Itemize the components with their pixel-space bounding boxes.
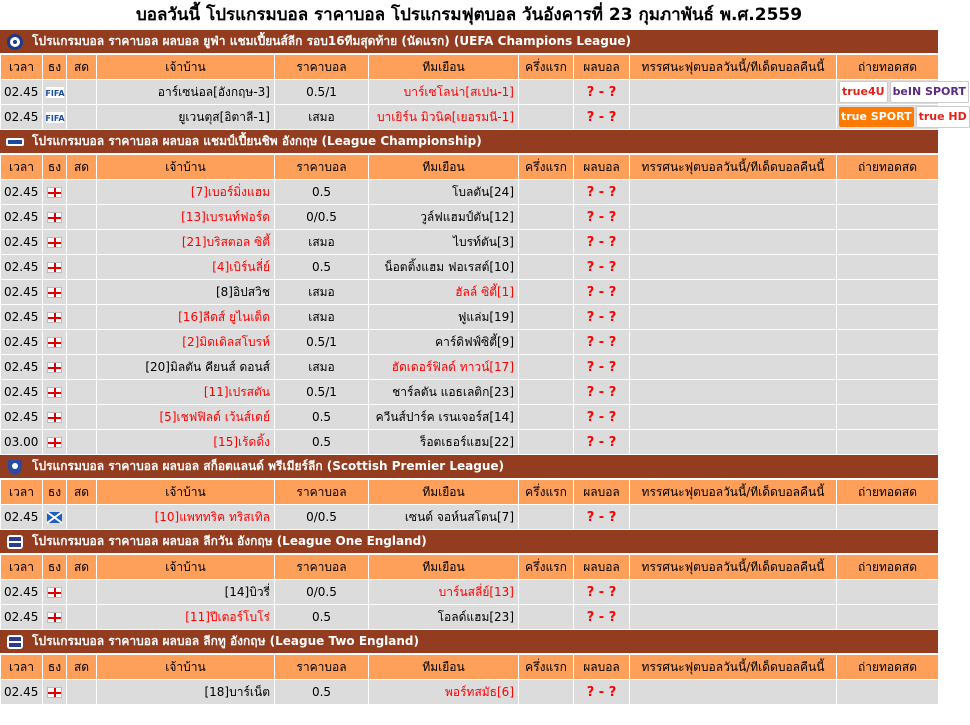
match-half: [519, 305, 574, 330]
column-header-time: เวลา: [1, 155, 43, 180]
flag-icon: [47, 385, 62, 399]
match-row: [1, 230, 939, 255]
match-result: ? - ?: [574, 105, 630, 130]
match-tips[interactable]: [630, 330, 837, 355]
column-header-away: ทีมเยือน: [369, 480, 519, 505]
match-flag: [43, 205, 67, 230]
match-tips[interactable]: [630, 255, 837, 280]
match-time: 02.45: [1, 255, 43, 280]
match-live: [67, 255, 97, 280]
match-half: [519, 380, 574, 405]
tv-channel-logo[interactable]: true SPORT: [839, 107, 914, 127]
match-row: [1, 505, 939, 530]
column-header-odds: ราคาบอล: [275, 155, 369, 180]
league-two-logo-icon: [4, 632, 26, 651]
match-live: [67, 330, 97, 355]
home-team[interactable]: [11]เปรสตัน: [97, 380, 275, 405]
column-header-odds: ราคาบอล: [275, 55, 369, 80]
column-header-away: ทีมเยือน: [369, 55, 519, 80]
match-time: 02.45: [1, 180, 43, 205]
match-time: 02.45: [1, 580, 43, 605]
match-tv: [837, 355, 939, 380]
away-team[interactable]: ฟูแล่ม[19]: [369, 305, 519, 330]
match-row: [1, 105, 939, 130]
match-live: [67, 230, 97, 255]
away-team[interactable]: คาร์ดิฟฟ์ซิตี้[9]: [369, 330, 519, 355]
flag-icon: [47, 285, 62, 299]
match-tv: [837, 280, 939, 305]
away-team[interactable]: น็อตติ้งแฮม ฟอเรสต์[10]: [369, 255, 519, 280]
match-row: [1, 255, 939, 280]
spl-logo-icon: [4, 457, 26, 476]
match-live: [67, 180, 97, 205]
match-half: [519, 105, 574, 130]
column-header-home: เจ้าบ้าน: [97, 555, 275, 580]
league-name: โปรแกรมบอล ราคาบอล ผลบอล ลีกวัน อังกฤษ (League One England): [32, 534, 427, 548]
league-name: โปรแกรมบอล ราคาบอล ผลบอล ลีกทู อังกฤษ (League Two England): [32, 634, 420, 648]
home-team[interactable]: [7]เบอร์มิ่งแฮม: [97, 180, 275, 205]
column-header-result: ผลบอล: [574, 655, 630, 680]
flag-icon: [47, 410, 62, 424]
match-odds: 0/0.5: [275, 505, 369, 530]
home-team[interactable]: [21]บริสตอล ซิตี้: [97, 230, 275, 255]
match-half: [519, 405, 574, 430]
match-row: [1, 280, 939, 305]
match-live: [67, 405, 97, 430]
match-odds: เสมอ: [275, 105, 369, 130]
match-flag: [43, 180, 67, 205]
match-result: ? - ?: [574, 80, 630, 105]
match-tv: [837, 580, 939, 605]
away-team[interactable]: โบลตัน[24]: [369, 180, 519, 205]
match-tips[interactable]: [630, 505, 837, 530]
match-tv: [837, 405, 939, 430]
fixtures-table: [0, 154, 939, 455]
match-flag: [43, 430, 67, 455]
match-flag: [43, 105, 67, 130]
match-row: [1, 680, 939, 705]
home-team[interactable]: [20]มิลตัน คียนส์ ดอนส์: [97, 355, 275, 380]
match-tv: [837, 380, 939, 405]
league-name: โปรแกรมบอล ราคาบอล ผลบอล ยูฟ่า แชมเปี้ยนส์ลีก รอบ16ทีมสุดท้าย (นัดแรก) (UEFA Champions League): [32, 34, 632, 48]
league-one-logo-icon: [4, 532, 26, 551]
match-time: 02.45: [1, 680, 43, 705]
match-live: [67, 305, 97, 330]
column-header-tips: ทรรศนะฟุตบอลวันนี้/ทีเด็ดบอลคืนนี้: [630, 55, 837, 80]
match-odds: 0/0.5: [275, 205, 369, 230]
column-header-odds: ราคาบอล: [275, 655, 369, 680]
flag-icon: [47, 360, 62, 374]
match-tips[interactable]: [630, 80, 837, 105]
match-result: ? - ?: [574, 205, 630, 230]
match-tips[interactable]: [630, 605, 837, 630]
svg-text:FIFA: FIFA: [44, 114, 65, 123]
match-odds: 0.5: [275, 680, 369, 705]
match-time: 02.45: [1, 355, 43, 380]
match-odds: 0.5: [275, 405, 369, 430]
match-result: ? - ?: [574, 330, 630, 355]
column-header-tv: ถ่ายทอดสด: [837, 655, 939, 680]
column-header-result: ผลบอล: [574, 155, 630, 180]
tv-channel-logo[interactable]: beIN SPORT: [890, 81, 969, 103]
match-time: 02.45: [1, 380, 43, 405]
match-flag: [43, 355, 67, 380]
match-tv: [837, 180, 939, 205]
match-flag: [43, 230, 67, 255]
match-time: 02.45: [1, 330, 43, 355]
column-header-half: ครึ่งแรก: [519, 655, 574, 680]
column-header-result: ผลบอล: [574, 480, 630, 505]
column-header-row: [1, 55, 939, 80]
match-flag: [43, 330, 67, 355]
match-odds: เสมอ: [275, 280, 369, 305]
away-team[interactable]: ชาร์ลตัน แอธเลติก[23]: [369, 380, 519, 405]
flag-icon: [47, 335, 62, 349]
column-header-live: สด: [67, 155, 97, 180]
fixtures-table: [0, 479, 939, 530]
home-team[interactable]: [4]เบิร์นลี่ย์: [97, 255, 275, 280]
away-team[interactable]: วูล์ฟแฮมป์ตัน[12]: [369, 205, 519, 230]
away-team[interactable]: ควีนส์ปาร์ค เรนเจอร์ส[14]: [369, 405, 519, 430]
tv-channel-logo[interactable]: true4U: [839, 81, 888, 103]
match-odds: 0.5: [275, 605, 369, 630]
column-header-row: [1, 155, 939, 180]
flag-icon: [47, 510, 62, 524]
match-result: ? - ?: [574, 605, 630, 630]
home-team[interactable]: [13]เบรนท์ฟอร์ด: [97, 205, 275, 230]
column-header-time: เวลา: [1, 480, 43, 505]
match-tv: [837, 430, 939, 455]
column-header-live: สด: [67, 655, 97, 680]
match-half: [519, 205, 574, 230]
match-time: 02.45: [1, 80, 43, 105]
match-odds: 0/0.5: [275, 580, 369, 605]
match-half: [519, 580, 574, 605]
flag-icon: [47, 210, 62, 224]
fixtures-table: [0, 654, 939, 705]
column-header-row: [1, 555, 939, 580]
match-odds: เสมอ: [275, 355, 369, 380]
match-live: [67, 80, 97, 105]
league-header: [0, 530, 938, 554]
match-flag: [43, 80, 67, 105]
flag-icon: [47, 585, 62, 599]
away-team[interactable]: บาร์นสลี่ย์[13]: [369, 580, 519, 605]
column-header-home: เจ้าบ้าน: [97, 55, 275, 80]
flag-icon: [47, 685, 62, 699]
flag-icon: [46, 110, 64, 124]
match-row: [1, 380, 939, 405]
match-tv: [837, 205, 939, 230]
column-header-tv: ถ่ายทอดสด: [837, 55, 939, 80]
away-team[interactable]: โอลด์แฮม[23]: [369, 605, 519, 630]
match-tv: [837, 505, 939, 530]
match-flag: [43, 305, 67, 330]
column-header-row: [1, 480, 939, 505]
match-tips[interactable]: [630, 230, 837, 255]
match-result: ? - ?: [574, 305, 630, 330]
match-odds: 0.5: [275, 430, 369, 455]
match-half: [519, 330, 574, 355]
column-header-away: ทีมเยือน: [369, 555, 519, 580]
match-time: 03.00: [1, 430, 43, 455]
match-time: 02.45: [1, 405, 43, 430]
match-tips[interactable]: [630, 105, 837, 130]
match-time: 02.45: [1, 280, 43, 305]
home-team[interactable]: [8]อิปสวิช: [97, 280, 275, 305]
match-odds: 0.5/1: [275, 80, 369, 105]
match-result: ? - ?: [574, 180, 630, 205]
home-team[interactable]: อาร์เซน่อล[อังกฤษ-3]: [97, 80, 275, 105]
match-flag: [43, 380, 67, 405]
match-result: ? - ?: [574, 255, 630, 280]
column-header-flag: ธง: [43, 555, 67, 580]
column-header-flag: ธง: [43, 55, 67, 80]
away-team[interactable]: ฮัดเดอร์ฟิลด์ ทาวน์[17]: [369, 355, 519, 380]
match-flag: [43, 680, 67, 705]
match-tips[interactable]: [630, 205, 837, 230]
column-header-flag: ธง: [43, 480, 67, 505]
match-time: 02.45: [1, 305, 43, 330]
match-flag: [43, 280, 67, 305]
column-header-flag: ธง: [43, 655, 67, 680]
column-header-odds: ราคาบอล: [275, 555, 369, 580]
match-half: [519, 430, 574, 455]
away-team[interactable]: บาเยิร์น มิวนิค[เยอรมนี-1]: [369, 105, 519, 130]
home-team[interactable]: [18]บาร์เน็ต: [97, 680, 275, 705]
match-tips[interactable]: [630, 180, 837, 205]
flag-icon: [47, 235, 62, 249]
ucl-ball-icon: [4, 32, 26, 51]
match-live: [67, 205, 97, 230]
match-row: [1, 405, 939, 430]
column-header-tv: ถ่ายทอดสด: [837, 555, 939, 580]
match-half: [519, 680, 574, 705]
column-header-live: สด: [67, 55, 97, 80]
league-header: [0, 630, 938, 654]
league-header: [0, 455, 938, 479]
match-half: [519, 355, 574, 380]
column-header-time: เวลา: [1, 555, 43, 580]
match-tips[interactable]: [630, 355, 837, 380]
match-tv: [837, 305, 939, 330]
match-row: [1, 205, 939, 230]
match-time: 02.45: [1, 505, 43, 530]
match-row: [1, 580, 939, 605]
fixtures-container: [0, 30, 967, 705]
match-tv: [837, 605, 939, 630]
flag-icon: [47, 435, 62, 449]
column-header-tv: ถ่ายทอดสด: [837, 480, 939, 505]
match-flag: [43, 405, 67, 430]
column-header-time: เวลา: [1, 655, 43, 680]
match-result: ? - ?: [574, 680, 630, 705]
championship-logo-icon: [4, 132, 26, 151]
column-header-time: เวลา: [1, 55, 43, 80]
match-live: [67, 505, 97, 530]
match-odds: 0.5: [275, 180, 369, 205]
match-live: [67, 105, 97, 130]
flag-icon: [47, 310, 62, 324]
column-header-tips: ทรรศนะฟุตบอลวันนี้/ทีเด็ดบอลคืนนี้: [630, 655, 837, 680]
home-team[interactable]: ยูเวนตุส[อิตาลี-1]: [97, 105, 275, 130]
match-result: ? - ?: [574, 580, 630, 605]
away-team[interactable]: ฮัลล์ ซิตี้[1]: [369, 280, 519, 305]
column-header-home: เจ้าบ้าน: [97, 480, 275, 505]
match-half: [519, 180, 574, 205]
column-header-result: ผลบอล: [574, 55, 630, 80]
home-team[interactable]: [14]บิวรี่: [97, 580, 275, 605]
flag-icon: [47, 260, 62, 274]
svg-text:FIFA: FIFA: [44, 89, 65, 98]
match-half: [519, 255, 574, 280]
away-team[interactable]: ไบรท์ตัน[3]: [369, 230, 519, 255]
column-header-live: สด: [67, 555, 97, 580]
match-time: 02.45: [1, 105, 43, 130]
match-odds: 0.5/1: [275, 380, 369, 405]
match-live: [67, 605, 97, 630]
fixtures-table: [0, 554, 939, 630]
match-flag: [43, 580, 67, 605]
league-name: โปรแกรมบอล ราคาบอล ผลบอล แชมป์เปี้ยนชิพ อังกฤษ (League Championship): [32, 134, 482, 148]
match-row: [1, 330, 939, 355]
flag-icon: [47, 610, 62, 624]
home-team[interactable]: [15]เร้ดดิ้ง: [97, 430, 275, 455]
match-result: ? - ?: [574, 230, 630, 255]
match-tips[interactable]: [630, 380, 837, 405]
home-team[interactable]: [16]ลีดส์ ยูไนเต็ด: [97, 305, 275, 330]
match-half: [519, 80, 574, 105]
match-half: [519, 280, 574, 305]
column-header-odds: ราคาบอล: [275, 480, 369, 505]
match-odds: 0.5/1: [275, 330, 369, 355]
match-tips[interactable]: [630, 680, 837, 705]
match-odds: เสมอ: [275, 305, 369, 330]
home-team[interactable]: [11]ปีเตอร์โบโร่: [97, 605, 275, 630]
match-live: [67, 380, 97, 405]
match-time: 02.45: [1, 205, 43, 230]
match-half: [519, 505, 574, 530]
match-time: 02.45: [1, 230, 43, 255]
column-header-half: ครึ่งแรก: [519, 155, 574, 180]
column-header-row: [1, 655, 939, 680]
flag-icon: [46, 85, 64, 99]
match-row: [1, 355, 939, 380]
match-flag: [43, 505, 67, 530]
column-header-away: ทีมเยือน: [369, 655, 519, 680]
column-header-half: ครึ่งแรก: [519, 55, 574, 80]
match-flag: [43, 255, 67, 280]
match-odds: เสมอ: [275, 230, 369, 255]
match-live: [67, 430, 97, 455]
fixtures-table: [0, 54, 967, 130]
match-half: [519, 230, 574, 255]
column-header-away: ทีมเยือน: [369, 155, 519, 180]
match-time: 02.45: [1, 605, 43, 630]
home-team[interactable]: [2]มิดเดิลสโบรห์: [97, 330, 275, 355]
away-team[interactable]: ร็อตเธอร์แฮม[22]: [369, 430, 519, 455]
match-row: [1, 605, 939, 630]
match-tv: [837, 680, 939, 705]
match-half: [519, 605, 574, 630]
match-tv: [837, 80, 966, 105]
match-row: [1, 180, 939, 205]
match-row: [1, 80, 939, 105]
column-header-live: สด: [67, 480, 97, 505]
column-header-tips: ทรรศนะฟุตบอลวันนี้/ทีเด็ดบอลคืนนี้: [630, 555, 837, 580]
column-header-home: เจ้าบ้าน: [97, 655, 275, 680]
match-tips[interactable]: [630, 280, 837, 305]
match-result: ? - ?: [574, 280, 630, 305]
home-team[interactable]: [10]แพททริค ทริสเทิล: [97, 505, 275, 530]
league-header: [0, 30, 938, 54]
match-result: ? - ?: [574, 355, 630, 380]
match-live: [67, 355, 97, 380]
home-team[interactable]: [5]เชฟฟิลด์ เว้นส์เดย์: [97, 405, 275, 430]
column-header-tips: ทรรศนะฟุตบอลวันนี้/ทีเด็ดบอลคืนนี้: [630, 480, 837, 505]
tv-channel-logo[interactable]: true HD: [916, 106, 970, 128]
league-name: โปรแกรมบอล ราคาบอล ผลบอล สก็อตแลนด์ พรีเมียร์ลีก (Scottish Premier League): [32, 459, 505, 473]
column-header-half: ครึ่งแรก: [519, 480, 574, 505]
column-header-result: ผลบอล: [574, 555, 630, 580]
column-header-tips: ทรรศนะฟุตบอลวันนี้/ทีเด็ดบอลคืนนี้: [630, 155, 837, 180]
match-flag: [43, 605, 67, 630]
match-tv: [837, 105, 967, 130]
away-team[interactable]: พอร์ทสมัธ[6]: [369, 680, 519, 705]
column-header-tv: ถ่ายทอดสด: [837, 155, 939, 180]
column-header-flag: ธง: [43, 155, 67, 180]
match-row: [1, 430, 939, 455]
match-row: [1, 305, 939, 330]
flag-icon: [47, 185, 62, 199]
away-team[interactable]: เซนต์ จอห์นสโตน[7]: [369, 505, 519, 530]
match-tv: [837, 230, 939, 255]
match-tips[interactable]: [630, 305, 837, 330]
match-tips[interactable]: [630, 405, 837, 430]
match-tips[interactable]: [630, 580, 837, 605]
match-odds: 0.5: [275, 255, 369, 280]
match-result: ? - ?: [574, 430, 630, 455]
match-result: ? - ?: [574, 505, 630, 530]
match-live: [67, 280, 97, 305]
column-header-home: เจ้าบ้าน: [97, 155, 275, 180]
league-header: [0, 130, 938, 154]
away-team[interactable]: บาร์เซโลน่า[สเปน-1]: [369, 80, 519, 105]
match-tips[interactable]: [630, 430, 837, 455]
match-live: [67, 680, 97, 705]
match-result: ? - ?: [574, 380, 630, 405]
match-tv: [837, 330, 939, 355]
match-live: [67, 580, 97, 605]
match-result: ? - ?: [574, 405, 630, 430]
page-title: บอลวันนี้ โปรแกรมบอล ราคาบอล โปรแกรมฟุตบอล วันอังคารที่ 23 กุมภาพันธ์ พ.ศ.2559: [135, 5, 803, 25]
match-tv: [837, 255, 939, 280]
column-header-half: ครึ่งแรก: [519, 555, 574, 580]
